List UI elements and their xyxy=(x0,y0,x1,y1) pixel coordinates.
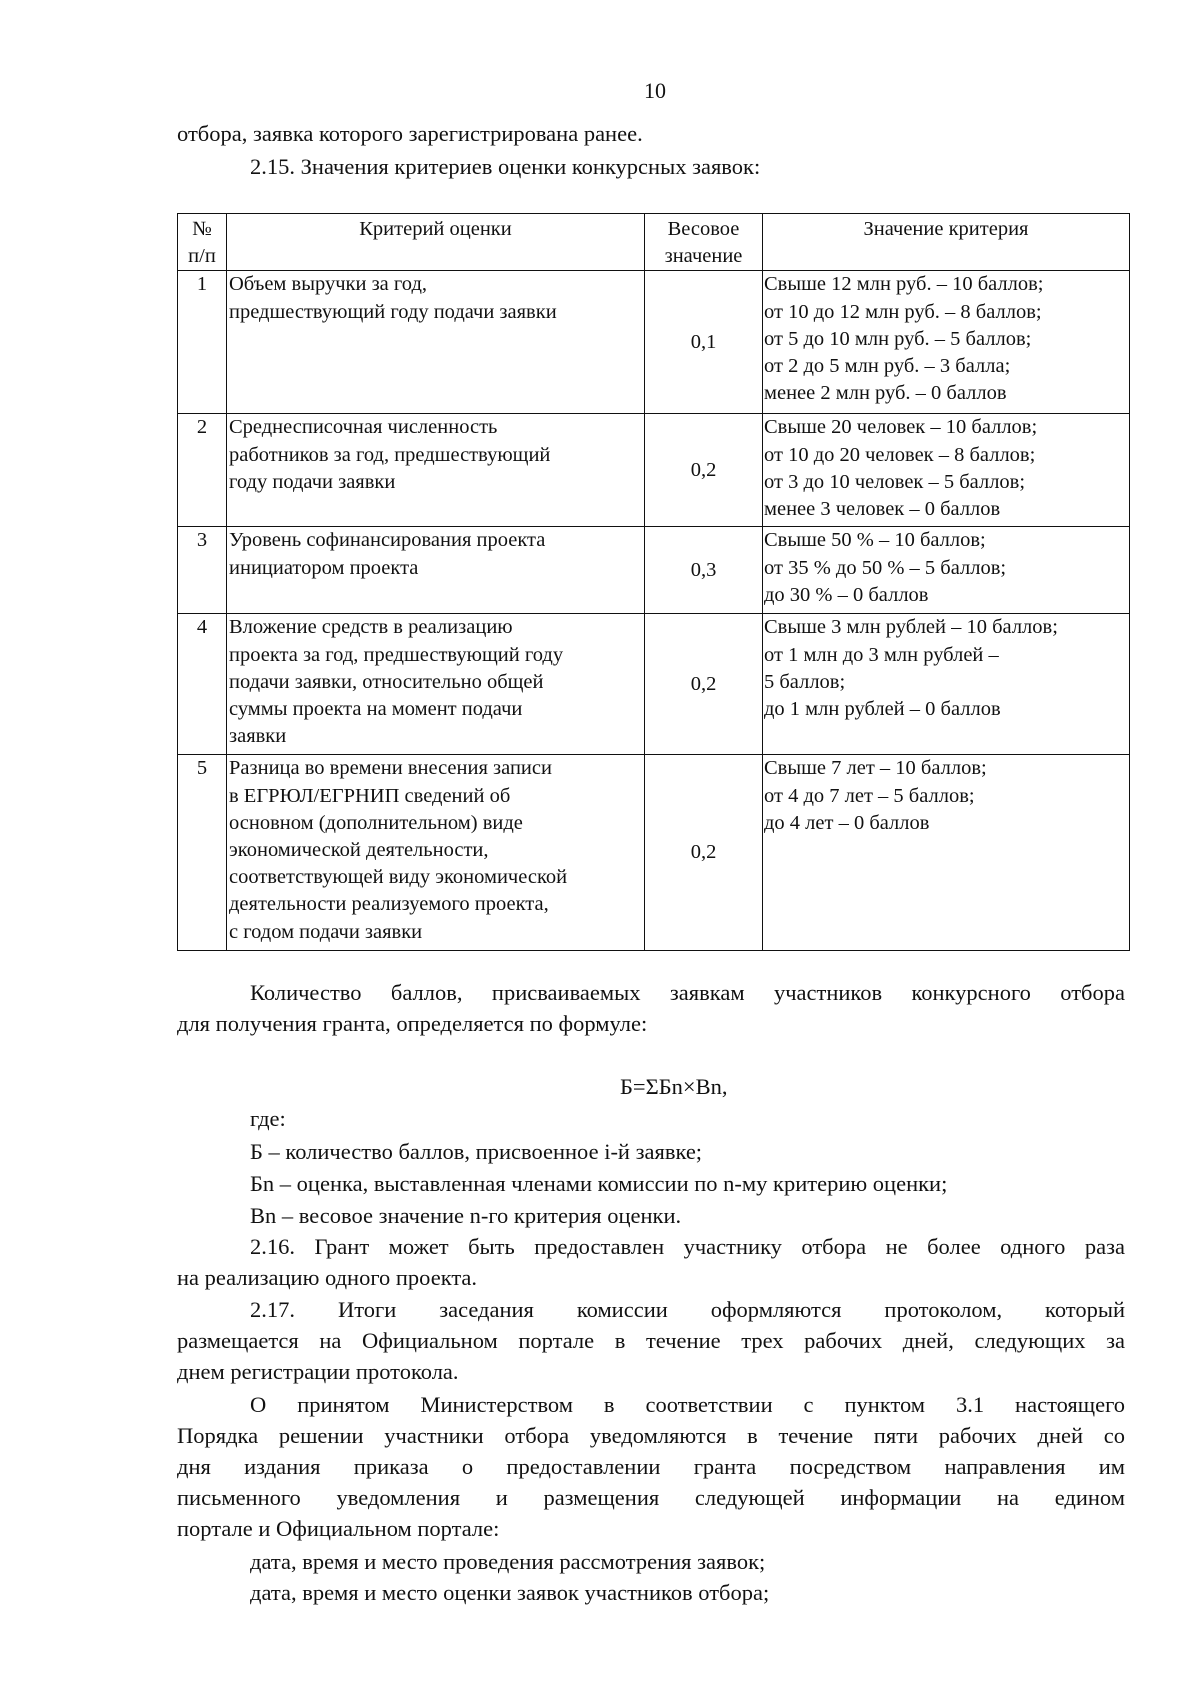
list-item: дата, время и место проведения рассмотрения заявок; xyxy=(250,1549,766,1574)
notice-line-1: О принятом Министерством в соответствии с пунктом 3.1 настоящего xyxy=(250,1392,1125,1417)
weight-cell: 0,3 xyxy=(645,527,763,614)
header-num: № п/п xyxy=(178,214,227,271)
paragraph-2-16-line-2: на реализацию одного проекта. xyxy=(177,1265,478,1290)
notice-line-2: Порядка решении участники отбора уведомляются в течение пяти рабочих дней со xyxy=(177,1423,1125,1448)
paragraph-2-16-line-1: 2.16. Грант может быть предоставлен участнику отбора не более одного раза xyxy=(250,1234,1125,1259)
row-number: 4 xyxy=(178,614,227,755)
table-row xyxy=(178,414,1130,527)
weight-cell: 0,2 xyxy=(645,614,763,755)
definition-b: Б – количество баллов, присвоенное i-й заявке; xyxy=(250,1139,703,1164)
table-row xyxy=(178,271,1130,414)
row-number: 2 xyxy=(178,414,227,527)
paragraph-2-17-line-3: днем регистрации протокола. xyxy=(177,1359,459,1384)
definition-bn: Бn – оценка, выставленная членами комиссии по n-му критерию оценки; xyxy=(250,1171,948,1196)
criteria-table xyxy=(177,213,1130,951)
header-value: Значение критерия xyxy=(763,214,1130,271)
criterion-cell: Среднесписочная численность работников за год, предшествующий году подачи заявки xyxy=(227,414,645,527)
criterion-cell: Вложение средств в реализацию проекта за год, предшествующий году подачи заявки, относительно общей суммы проекта на момент подачи заявки xyxy=(227,614,645,755)
table-row xyxy=(178,614,1130,755)
weight-cell: 0,2 xyxy=(645,755,763,951)
table-header-row xyxy=(178,214,1130,271)
formula-where: где: xyxy=(250,1106,286,1131)
criterion-cell: Уровень софинансирования проекта инициатором проекта xyxy=(227,527,645,614)
weight-cell: 0,2 xyxy=(645,414,763,527)
page-number: 10 xyxy=(644,78,666,103)
value-cell: Свыше 50 % – 10 баллов; от 35 % до 50 % – 5 баллов; до 30 % – 0 баллов xyxy=(763,527,1130,614)
formula: Б=ΣБn×Вn, xyxy=(620,1074,728,1099)
formula-intro-line-1: Количество баллов, присваиваемых заявкам участников конкурсного отбора xyxy=(250,980,1125,1005)
criterion-cell: Разница во времени внесения записи в ЕГРЮЛ/ЕГРНИП сведений об основном (дополнительном) виде экономической деятельности, соответствующей виду экономической деятельности реализуемого проекта, с годом подачи заявки xyxy=(227,755,645,951)
table-row xyxy=(178,755,1130,951)
formula-intro-line-2: для получения гранта, определяется по формуле: xyxy=(177,1011,648,1036)
weight-cell: 0,1 xyxy=(645,271,763,414)
row-number: 3 xyxy=(178,527,227,614)
notice-line-5: портале и Официальном портале: xyxy=(177,1516,500,1541)
continuation-line: отбора, заявка которого зарегистрирована ранее. xyxy=(177,121,643,146)
list-item: дата, время и место оценки заявок участников отбора; xyxy=(250,1580,770,1605)
row-number: 5 xyxy=(178,755,227,951)
criterion-cell: Объем выручки за год, предшествующий году подачи заявки xyxy=(227,271,645,414)
value-cell: Свыше 3 млн рублей – 10 баллов; от 1 млн до 3 млн рублей – 5 баллов; до 1 млн рублей – 0 баллов xyxy=(763,614,1130,755)
value-cell: Свыше 20 человек – 10 баллов; от 10 до 20 человек – 8 баллов; от 3 до 10 человек – 5 баллов; менее 3 человек – 0 баллов xyxy=(763,414,1130,527)
section-heading: 2.15. Значения критериев оценки конкурсных заявок: xyxy=(250,154,761,179)
header-weight: Весовое значение xyxy=(645,214,763,271)
definition-vn: Вn – весовое значение n-го критерия оценки. xyxy=(250,1203,682,1228)
row-number: 1 xyxy=(178,271,227,414)
notice-line-3: дня издания приказа о предоставлении гранта посредством направления им xyxy=(177,1454,1125,1479)
header-criterion: Критерий оценки xyxy=(227,214,645,271)
value-cell: Свыше 12 млн руб. – 10 баллов; от 10 до 12 млн руб. – 8 баллов; от 5 до 10 млн руб. – 5 баллов; от 2 до 5 млн руб. – 3 балла; менее 2 млн руб. – 0 баллов xyxy=(763,271,1130,414)
table-row xyxy=(178,527,1130,614)
notice-line-4: письменного уведомления и размещения следующей информации на едином xyxy=(177,1485,1125,1510)
paragraph-2-17-line-2: размещается на Официальном портале в течение трех рабочих дней, следующих за xyxy=(177,1328,1125,1353)
value-cell: Свыше 7 лет – 10 баллов; от 4 до 7 лет – 5 баллов; до 4 лет – 0 баллов xyxy=(763,755,1130,951)
paragraph-2-17-line-1: 2.17. Итоги заседания комиссии оформляются протоколом, который xyxy=(250,1297,1125,1322)
